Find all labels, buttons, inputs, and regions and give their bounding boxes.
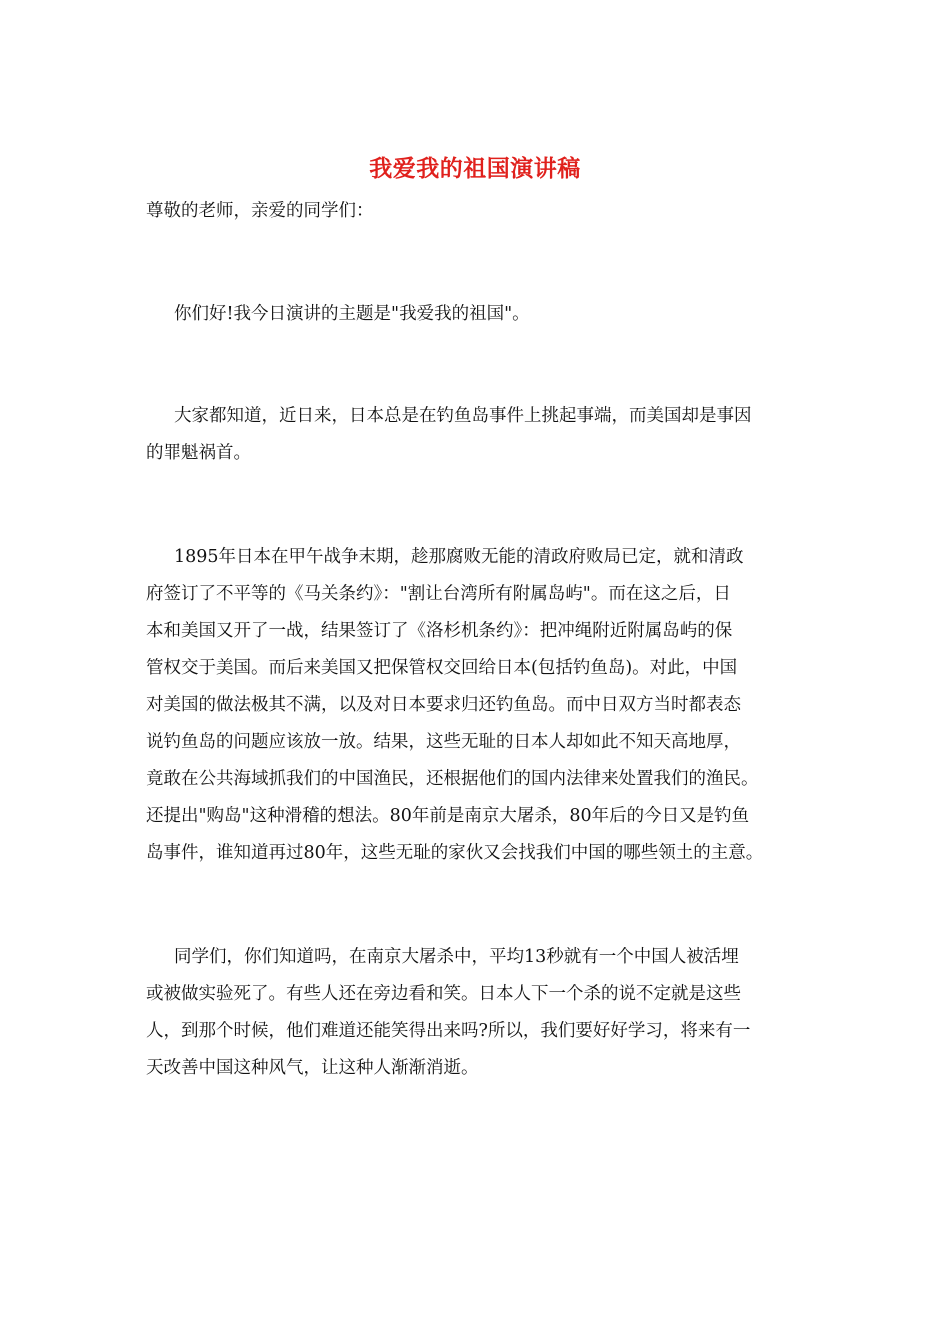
paragraph-3-line-3: 本和美国又开了一战，结果签订了《洛杉机条约》：把冲绳附近附属岛屿的保 (146, 621, 733, 641)
paragraph-3-line-2: 府签订了不平等的《马关条约》："割让台湾所有附属岛屿"。而在这之后，日 (146, 584, 731, 604)
paragraph-2-line-2: 的罪魁祸首。 (146, 443, 251, 463)
paragraph-4-line-4: 天改善中国这种风气，让这种人渐渐消逝。 (146, 1058, 479, 1078)
document-title: 我爱我的祖国演讲稿 (369, 155, 581, 182)
paragraph-3-line-4: 管权交于美国。而后来美国又把保管权交回给日本(包括钓鱼岛)。对此，中国 (146, 658, 738, 678)
paragraph-3-line-1: 1895年日本在甲午战争末期，趁那腐败无能的清政府败局已定，就和清政 (174, 547, 744, 567)
paragraph-1-line-1: 你们好!我今日演讲的主题是"我爱我的祖国"。 (174, 304, 530, 324)
paragraph-3-line-9: 岛事件，谁知道再过80年，这些无耻的家伙又会找我们中国的哪些领土的主意。 (146, 843, 764, 863)
paragraph-3-line-5: 对美国的做法极其不满，以及对日本要求归还钓鱼岛。而中日双方当时都表态 (146, 695, 741, 715)
paragraph-4-line-2: 或被做实验死了。有些人还在旁边看和笑。日本人下一个杀的说不定就是这些 (146, 984, 741, 1004)
paragraph-3-line-7: 竟敢在公共海域抓我们的中国渔民，还根据他们的国内法律来处置我们的渔民。 (146, 769, 759, 789)
paragraph-2-line-1: 大家都知道，近日来，日本总是在钓鱼岛事件上挑起事端，而美国却是事因 (174, 406, 752, 426)
paragraph-3-line-8: 还提出"购岛"这种滑稽的想法。80年前是南京大屠杀，80年后的今日又是钓鱼 (146, 806, 750, 826)
paragraph-4-line-3: 人，到那个时候，他们难道还能笑得出来吗?所以，我们要好好学习，将来有一 (146, 1021, 751, 1041)
paragraph-3-line-6: 说钓鱼岛的问题应该放一放。结果，这些无耻的日本人却如此不知天高地厚， (146, 732, 741, 752)
paragraph-4-line-1: 同学们，你们知道吗，在南京大屠杀中，平均13秒就有一个中国人被活埋 (174, 947, 739, 967)
salutation: 尊敬的老师，亲爱的同学们： (146, 201, 374, 221)
